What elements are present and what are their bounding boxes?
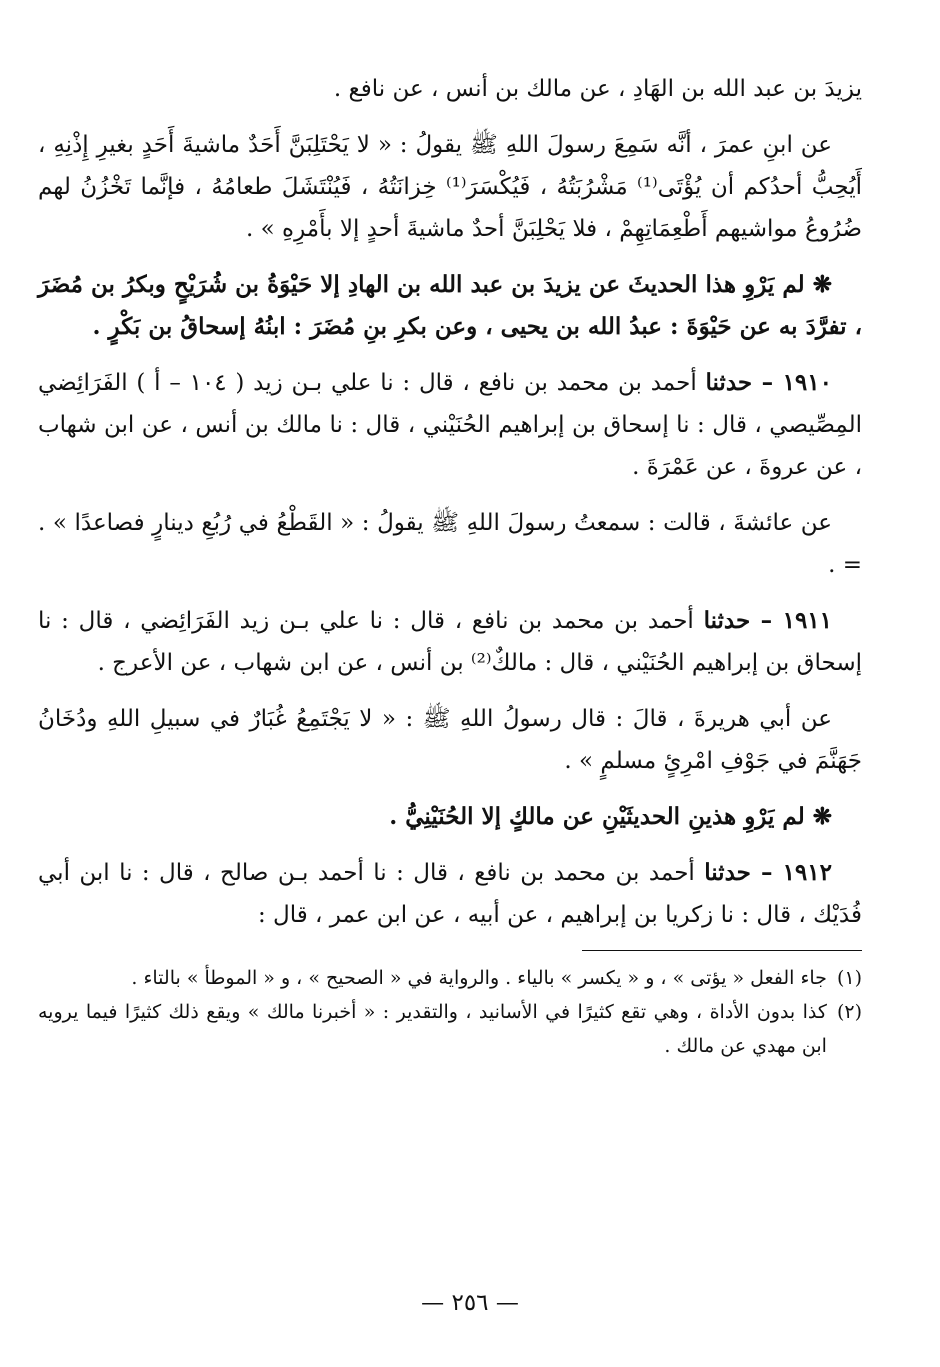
hadith-1910 (38, 362, 862, 488)
hadith-number: ١٩١١ – حدثنا (703, 607, 833, 634)
footnotes (38, 961, 862, 1063)
matn-text: عن أبي هريرةَ ، قالَ : قال رسولُ اللهِ ﷺ : « لا يَجْتَمِعُ غُبَارٌ في سبيلِ اللهِ ودُخَانُ جَهَنَّمَ في جَوْفِ امْرِئٍ مسلمٍ » . (38, 706, 862, 774)
footnote-text: جاء الفعل « يؤتى » ، و « يكسر » بالياء . والرواية في « الصحيح » ، و « الموطأ » بالتاء . (131, 967, 827, 989)
matn-text: عن ابنِ عمرَ ، أنَّه سَمِعَ رسولَ اللهِ ﷺ يقولُ : « لا يَحْتَلِبَنَّ أَحَدٌ ماشيةَ أَحَدٍ بغيرِ إِذْنِهِ ، أَيُحِبُّ أحدُكم أن يُؤْتَى⁽¹⁾ مَشْرُبَتُهُ ، فَيُكْسَرَ⁽¹⁾ خِزانَتُهُ ، فَيُنْتَشَلَ طعامُهُ ، فإنَّما تَخْزُنُ لهم ضُرُوعُ مواشيهم أَطْعِمَاتِهِمْ ، فلا يَحْلِبَنَّ أحدٌ ماشيةَ أحدٍ إلا بأَمْرِهِ » . (38, 132, 862, 242)
editor-note-text: ❋ لم يَرْوِ هذينِ الحديثَيْنِ عن مالكٍ إلا الحُنَيْنِيُّ . (389, 803, 832, 830)
footnote-1 (38, 961, 862, 995)
page-body (38, 68, 862, 1063)
footnote-text: كذا بدون الأداة ، وهي تقع كثيرًا في الأسانيد ، والتقدير : « أخبرنا مالك » ويقع ذلك كثيرًا فيما يرويه ابن مهدي عن مالك . (38, 1001, 827, 1057)
footnote-2 (38, 995, 862, 1063)
footnote-mark: (١) (836, 967, 862, 989)
hadith-1911 (38, 600, 862, 684)
editor-note (38, 796, 862, 838)
isnad-text: أحمد بن محمد بن نافع ، قال : نا علي بـن زيد الفَرَائِضي ، قال : نا إسحاق بن إبراهيم الحُنَيْني ، قال : مالكٌ⁽²⁾ بن أنس ، عن ابن شهاب ، عن الأعرج . (38, 608, 862, 676)
editor-note-text: ❋ لم يَرْوِ هذا الحديثَ عن يزيدَ بن عبد الله بن الهادِ إلا حَيْوَةُ بن شُرَيْحٍ وبكرُ بن مُضَرَ ، تفرَّدَ به عن حَيْوَةَ : عبدُ الله بن يحيى ، وعن بكرِ بنِ مُضَرَ : ابنُهُ إسحاقُ بن بَكْرٍ . (38, 271, 862, 340)
isnad-opening (38, 68, 862, 110)
matn-paragraph (38, 124, 862, 250)
matn-text: عن عائشةَ ، قالت : سمعتُ رسولَ اللهِ ﷺ يقولُ : « القَطْعُ في رُبُعِ دينارٍ فصاعدًا » . = . (38, 510, 862, 578)
page-number: — ٢٥٦ — (421, 1290, 519, 1316)
editor-note (38, 264, 862, 348)
hadith-number: ١٩١٢ – حدثنا (704, 859, 832, 886)
isnad-text: أحمد بن محمد بن نافع ، قال : نا أحمد بـن صالح ، قال : نا ابن أبي فُدَيْك ، قال : نا زكريا بن إبراهيم ، عن أبيه ، عن ابن عمر ، قال : (38, 860, 862, 928)
matn-paragraph (38, 698, 862, 782)
hadith-number: ١٩١٠ – حدثنا (705, 369, 832, 396)
footnote-separator (582, 950, 862, 951)
hadith-1912 (38, 852, 862, 936)
isnad-text: أحمد بن محمد بن نافع ، قال : نا علي بـن زيد ( ١٠٤ – أ ) الفَرَائِضي المِصِّيصي ، قال : نا إسحاق بن إبراهيم الحُنَيْني ، قال : نا مالك بن أنس ، عن ابن شهاب ، عن عروةَ ، عن عَمْرَةَ . (38, 370, 862, 480)
matn-paragraph (38, 502, 862, 586)
footnote-mark: (٢) (836, 1001, 862, 1023)
isnad-opening-text: يزيدَ بن عبد الله بن الهَادِ ، عن مالك بن أنس ، عن نافع . (333, 76, 862, 102)
